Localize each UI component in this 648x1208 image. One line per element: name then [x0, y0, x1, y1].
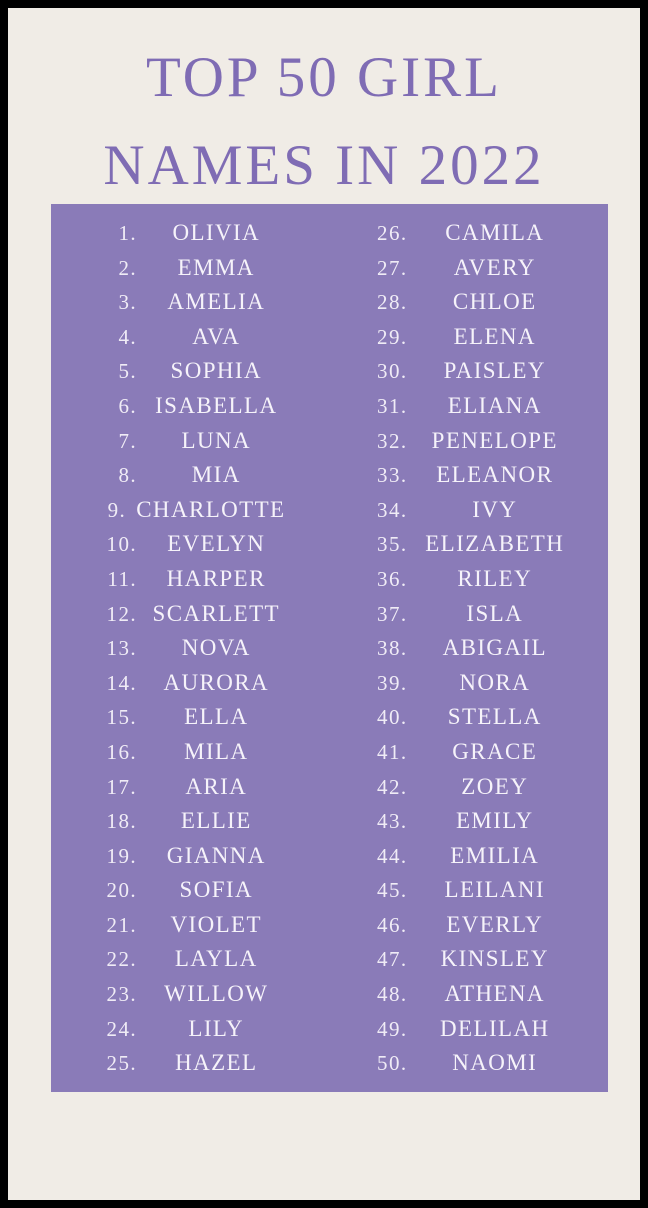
list-item	[330, 324, 609, 359]
list-item-name: ELENA	[453, 323, 536, 349]
list-item-rank: 14.	[106, 670, 137, 695]
list-item-rank: 42.	[377, 774, 408, 799]
list-item	[51, 1050, 330, 1085]
list-item-name: EMILY	[455, 808, 534, 834]
list-item-name: ELLIE	[180, 808, 252, 834]
list-item-name: EVERLY	[446, 911, 544, 937]
list-item	[51, 843, 330, 878]
list-item-name: ELIANA	[447, 392, 542, 418]
list-item-name: CHARLOTTE	[136, 496, 286, 522]
list-item-name: ATHENA	[444, 981, 545, 1007]
list-item-name: LEILANI	[444, 877, 545, 903]
list-item-rank: 20.	[106, 878, 137, 903]
list-item-name: ELLA	[184, 704, 249, 730]
list-item-rank: 33.	[377, 463, 408, 488]
list-item	[330, 635, 609, 670]
list-item	[51, 531, 330, 566]
list-item	[51, 877, 330, 912]
list-item-rank: 9.	[107, 497, 127, 522]
list-item	[330, 670, 609, 705]
list-item-name: EMILIA	[450, 842, 540, 868]
list-item-name: MIA	[191, 462, 241, 488]
list-item	[330, 1050, 609, 1085]
list-item-rank: 48.	[377, 982, 408, 1007]
list-item	[51, 1016, 330, 1051]
list-item-rank: 25.	[106, 1051, 137, 1076]
list-item-name: SCARLETT	[152, 600, 280, 626]
list-item-rank: 29.	[377, 324, 408, 349]
list-item-name: MILA	[184, 738, 249, 764]
list-item-rank: 22.	[106, 947, 137, 972]
list-item-name: ISLA	[466, 600, 524, 626]
list-item-rank: 46.	[377, 912, 408, 937]
list-item	[51, 601, 330, 636]
list-item-name: CHLOE	[452, 289, 537, 315]
list-item	[51, 220, 330, 255]
list-item-name: NORA	[459, 669, 531, 695]
list-item-rank: 47.	[377, 947, 408, 972]
list-item-name: WILLOW	[164, 981, 269, 1007]
list-item	[330, 428, 609, 463]
list-item-name: PAISLEY	[443, 358, 546, 384]
list-item	[330, 220, 609, 255]
list-item-name: AMELIA	[167, 289, 266, 315]
list-item-rank: 26.	[377, 221, 408, 245]
list-item-rank: 45.	[377, 878, 408, 903]
list-item-name: ABIGAIL	[442, 635, 547, 661]
title-line-2: NAMES IN 2022	[103, 134, 545, 198]
list-item-rank: 38.	[377, 636, 408, 661]
list-item-rank: 5.	[118, 359, 137, 384]
title-line-1: TOP 50 GIRL	[145, 46, 503, 109]
list-item-rank: 3.	[118, 290, 137, 315]
list-item	[330, 601, 609, 636]
list-item-rank: 13.	[106, 636, 137, 661]
list-item	[51, 428, 330, 463]
list-item	[51, 393, 330, 428]
list-item-name: STELLA	[447, 704, 542, 730]
list-item-rank: 4.	[118, 324, 137, 349]
list-item	[330, 704, 609, 739]
list-item-rank: 1.	[118, 221, 137, 245]
list-item-name: GIANNA	[166, 842, 266, 868]
list-item-name: ARIA	[185, 773, 248, 799]
list-item-name: DELILAH	[440, 1015, 550, 1041]
list-item-name: OLIVIA	[172, 220, 261, 245]
list-item	[51, 635, 330, 670]
list-item-rank: 21.	[106, 912, 137, 937]
list-item-name: NAOMI	[452, 1050, 538, 1076]
list-item-name: GRACE	[452, 738, 538, 764]
list-item-rank: 24.	[106, 1016, 137, 1041]
list-item-name: LILY	[188, 1015, 245, 1041]
list-item	[330, 843, 609, 878]
list-item-name: SOPHIA	[170, 358, 262, 384]
list-item	[330, 289, 609, 324]
list-item	[51, 324, 330, 359]
list-item-rank: 6.	[118, 393, 137, 418]
list-item	[330, 1016, 609, 1051]
list-item	[51, 946, 330, 981]
list-item-rank: 16.	[106, 739, 137, 764]
list-item-rank: 8.	[118, 463, 137, 488]
list-item-rank: 17.	[106, 774, 137, 799]
list-item	[51, 566, 330, 601]
list-item-rank: 27.	[377, 255, 408, 280]
list-item-rank: 11.	[107, 566, 137, 591]
poster	[8, 8, 640, 1200]
list-item-name: CAMILA	[445, 220, 545, 245]
list-item	[51, 739, 330, 774]
list-item-name: ISABELLA	[155, 392, 278, 418]
list-item	[51, 774, 330, 809]
list-item-rank: 19.	[106, 843, 137, 868]
list-item	[330, 877, 609, 912]
list-item-name: LUNA	[181, 427, 251, 453]
list-item	[51, 981, 330, 1016]
list-item-name: RILEY	[457, 565, 533, 591]
list-item-rank: 10.	[106, 532, 137, 557]
list-item-rank: 35.	[377, 532, 408, 557]
list-item-rank: 2.	[118, 255, 137, 280]
list-item	[330, 358, 609, 393]
list-item-name: ZOEY	[461, 773, 529, 799]
list-item	[51, 670, 330, 705]
list-item-name: HARPER	[166, 565, 266, 591]
list-item-rank: 41.	[377, 739, 408, 764]
list-item-name: AVA	[192, 323, 241, 349]
list-item-name: EMMA	[177, 254, 255, 280]
list-item-name: EVELYN	[167, 531, 266, 557]
list-item-rank: 50.	[377, 1051, 408, 1076]
list-item-name: AVERY	[453, 254, 536, 280]
list-item	[330, 946, 609, 981]
list-item-rank: 36.	[377, 566, 408, 591]
names-column-left	[51, 216, 330, 1092]
list-item-rank: 7.	[118, 428, 137, 453]
list-item-rank: 23.	[106, 982, 137, 1007]
list-item-rank: 34.	[377, 497, 408, 522]
list-item	[51, 912, 330, 947]
list-item-rank: 15.	[106, 705, 137, 730]
list-item	[51, 704, 330, 739]
list-item-rank: 31.	[377, 393, 408, 418]
list-item	[330, 531, 609, 566]
list-item-rank: 37.	[377, 601, 408, 626]
list-item	[330, 808, 609, 843]
list-item-rank: 18.	[106, 809, 137, 834]
list-item-rank: 49.	[377, 1016, 408, 1041]
list-item-name: ELIZABETH	[425, 531, 565, 557]
list-item	[330, 981, 609, 1016]
list-item	[330, 393, 609, 428]
list-item-rank: 40.	[377, 705, 408, 730]
list-item-name: NOVA	[181, 635, 251, 661]
list-item-name: IVY	[472, 496, 518, 522]
list-item-rank: 30.	[377, 359, 408, 384]
list-item	[330, 462, 609, 497]
list-item	[51, 255, 330, 290]
list-item-name: ELEANOR	[436, 462, 554, 488]
list-item	[330, 739, 609, 774]
list-item-name: PENELOPE	[431, 427, 558, 453]
list-item-name: VIOLET	[170, 911, 262, 937]
list-item	[51, 497, 330, 532]
list-item	[330, 912, 609, 947]
list-item	[51, 358, 330, 393]
list-item-name: KINSLEY	[440, 946, 549, 972]
names-list-panel	[51, 204, 608, 1092]
list-item	[330, 774, 609, 809]
list-item	[51, 808, 330, 843]
list-item	[51, 289, 330, 324]
list-item-rank: 32.	[377, 428, 408, 453]
list-item-name: AURORA	[163, 669, 270, 695]
list-item	[330, 497, 609, 532]
list-item-name: HAZEL	[175, 1050, 258, 1076]
list-item-name: LAYLA	[174, 946, 258, 972]
list-item-rank: 39.	[377, 670, 408, 695]
list-item-name: SOFIA	[179, 877, 253, 903]
list-item-rank: 28.	[377, 290, 408, 315]
names-column-right	[330, 216, 609, 1092]
list-item-rank: 12.	[106, 601, 137, 626]
list-item-rank: 43.	[377, 809, 408, 834]
page-title	[8, 8, 640, 211]
list-item	[51, 462, 330, 497]
list-item	[330, 566, 609, 601]
list-item-rank: 44.	[377, 843, 408, 868]
list-item	[330, 255, 609, 290]
